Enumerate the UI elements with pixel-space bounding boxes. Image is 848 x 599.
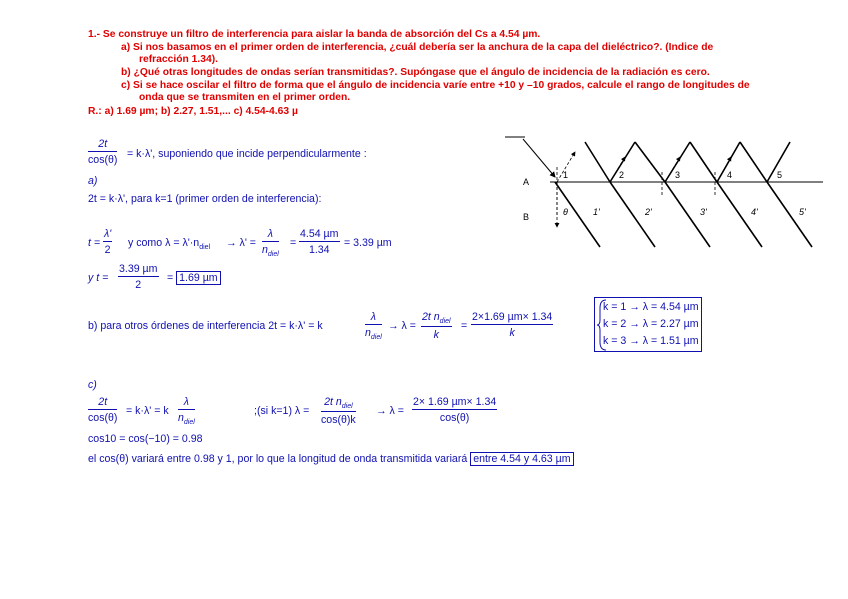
- question-a-line1: a) Si nos basamos en el primer orden de interferencia, ¿cuál debería ser la anchura de la capa del dieléctrico?. (Indice de: [121, 42, 714, 53]
- eq1-rest: = k·λ', suponiendo que incide perpendicularmente :: [127, 148, 367, 160]
- fig-bottom-label-5: 5': [799, 207, 806, 217]
- t-fraction: $\frac{\lambda'}{2}$: [104, 228, 112, 256]
- normal-lines: [557, 167, 715, 217]
- bottom-labels: [593, 207, 806, 217]
- cos-line: cos10 = cos(−10) = 0.98: [88, 433, 203, 445]
- question-c-line1: c) Si se hace oscilar el filtro de forma que el ángulo de incidencia varíe entre +10 y –10 grados, calcule el rango de longitudes de: [121, 80, 750, 91]
- problem-title: 1.- Se construye un filtro de interferencia para aislar la banda de absorción del Cs a 4.54 µm.: [88, 29, 541, 40]
- incident-ray: [523, 139, 555, 177]
- c-eq-mid: = k·λ' = k: [126, 405, 169, 417]
- part-a-label: a): [88, 175, 98, 187]
- eq-sign: =: [290, 237, 297, 249]
- arrow-lambda-prime: → λ' =: [226, 237, 256, 249]
- c-fn-fraction: 2t $n_{diel}$ cos(θ)k: [321, 396, 356, 426]
- label-A: A: [523, 177, 530, 187]
- case-k1: k = 1 → λ = 4.54 µm: [603, 301, 699, 313]
- lambda-over-n: λ $n_{diel}$: [262, 228, 279, 258]
- fig-bottom-label-3: 3': [700, 207, 707, 217]
- top-labels: [563, 170, 782, 180]
- value-fraction: 4.54 µm 1.34: [300, 228, 339, 256]
- y-t-lhs: y t =: [88, 272, 109, 284]
- fig-bottom-label-1: 1': [593, 207, 600, 217]
- f3-fraction: 2×1.69 µm× 1.34 k: [472, 311, 553, 339]
- label-B: B: [523, 212, 530, 222]
- f2-fraction: 2t $n_{diel}$ k: [422, 311, 451, 341]
- case-k3: k = 3 → λ = 1.51 µm: [603, 335, 699, 347]
- c-note: ;(si k=1) λ =: [254, 405, 310, 417]
- part-c-label: c): [88, 379, 97, 391]
- c-fv-fraction: 2× 1.69 µm× 1.34 cos(θ): [413, 396, 497, 424]
- arrow-lambda-b: → λ =: [388, 320, 416, 332]
- cases-brace: [597, 298, 609, 352]
- eq-sign-b: =: [461, 320, 468, 332]
- final-result-box: entre 4.54 y 4.63 µm: [470, 452, 573, 466]
- theta-label: θ: [563, 207, 568, 217]
- answer-line: R.: a) 1.69 µm; b) 2.27, 1.51,... c) 4.54-4.63 µ: [88, 106, 298, 117]
- question-a-line2: refracción 1.34).: [139, 54, 218, 65]
- part-b-text: b) para otros órdenes de interferencia 2t = k·λ' = k: [88, 320, 323, 332]
- interference-diagram: [505, 127, 825, 257]
- c-fraction-1: $\frac{2t}{\cos(\theta)}$: [88, 396, 118, 424]
- question-c-line2: onda que se transmiten en el primer orden.: [139, 92, 351, 103]
- fig-top-label-2: 2: [619, 170, 625, 180]
- c-arrow: → λ =: [376, 405, 404, 417]
- fig-bottom-label-2: 2': [645, 207, 652, 217]
- case-k2: k = 2 → λ = 2.27 µm: [603, 318, 699, 330]
- fig-top-label-3: 3: [675, 170, 681, 180]
- cases-box: [594, 297, 702, 352]
- internal-reflected-rays: [585, 142, 790, 182]
- lambda-prime-result: = 3.39 µm: [344, 237, 392, 249]
- lambda-over-n-b: λ $n_{diel}$: [365, 311, 382, 341]
- t-lhs: t =: [88, 237, 101, 249]
- fig-top-label-5: 5: [777, 170, 783, 180]
- c-lambda-over-n: λ $n_{diel}$: [178, 396, 195, 426]
- fig-top-label-4: 4: [727, 170, 733, 180]
- t-result: = 1.69 µm: [167, 272, 221, 284]
- fig-bottom-label-4: 4': [751, 207, 758, 217]
- como-text: y como $\lambda = \lambda'\cdot n_{diel}$: [128, 237, 211, 251]
- eq1-fraction: $\frac{2t}{\cos(\theta)}$: [88, 138, 118, 166]
- fig-top-label-1: 1: [563, 170, 569, 180]
- final-statement: el cos(θ) variará entre 0.98 y 1, por lo que la longitud de onda transmitida variará entre 4.54 y 4.63 µm: [88, 453, 574, 465]
- t-result-box: 1.69 µm: [176, 271, 221, 285]
- question-b: b) ¿Qué otras longitudes de ondas serían transmitidas?. Supóngase que el ángulo de incidencia de la radiación es cero.: [121, 67, 710, 78]
- t2-fraction: 3.39 µm 2: [119, 263, 158, 291]
- part-a-line: 2t = k·λ', para k=1 (primer orden de interferencia):: [88, 193, 322, 205]
